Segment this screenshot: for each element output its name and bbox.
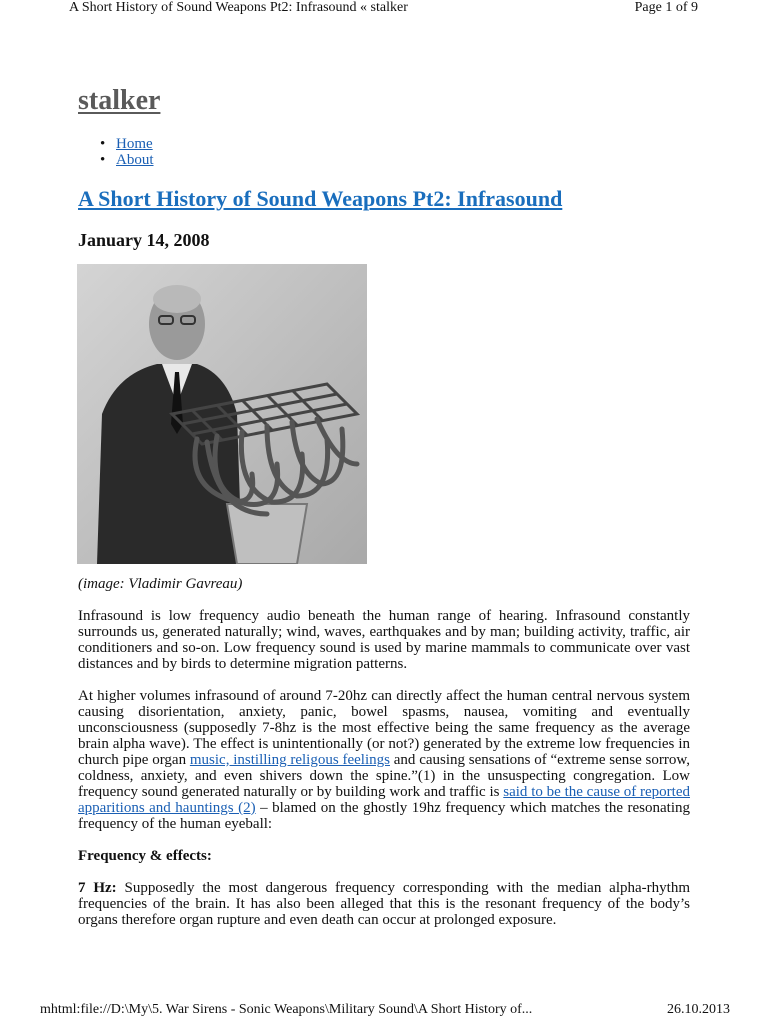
site-nav — [100, 136, 154, 168]
link-religious-feelings[interactable]: music, instilling religous feelings — [189, 752, 390, 768]
paragraph-7hz — [78, 880, 690, 928]
photo-illustration — [77, 264, 367, 564]
nav-item-home — [100, 136, 154, 152]
paragraph-effects — [78, 688, 690, 832]
nav-item-about — [100, 152, 154, 168]
site-title[interactable]: stalker — [78, 85, 161, 116]
print-header — [0, 0, 768, 22]
post-date: January 14, 2008 — [78, 230, 210, 250]
text-7hz: Supposedly the most dangerous frequency corresponding with the median alpha-rhythm frequencies of the brain. It has also been alleged that this is the resonant frequency of the body’s organs therefore organ rupture and even death can occur at prolonged exposure. — [78, 880, 690, 928]
photo-caption: (image: Vladimir Gavreau) — [78, 576, 243, 592]
frequency-heading: Frequency & effects: — [78, 848, 212, 864]
post-photo — [77, 264, 367, 564]
paragraph-effects-text-a: At higher volumes infrasound of around 7-20hz can directly affect the human central nervous system causing disorientation, anxiety, panic, bowel spasms, nausea, vomiting and eventually unconsciousness (supposedly 7-8hz is the most effective being the same frequency as the average brain alpha wave). The effect is unintentionally (or not?) generated by the extreme low frequencies in church pipe organ — [78, 688, 690, 768]
print-footer-path: mhtml:file://D:\My\5. War Sirens - Sonic Weapons\Military Sound\A Short History of... — [40, 1002, 533, 1017]
nav-link-about[interactable]: About — [116, 152, 154, 168]
print-footer-date: 26.10.2013 — [667, 1002, 730, 1017]
print-header-title: A Short History of Sound Weapons Pt2: Infrasound « stalker — [69, 0, 408, 15]
link-apparitions[interactable]: said to be the cause of reported apparitions and hauntings (2) — [78, 784, 690, 816]
label-7hz: 7 Hz: — [78, 880, 117, 896]
paragraph-effects-text-c: – blamed on the ghostly 19hz frequency which matches the resonating frequency of the human eyeball: — [78, 800, 690, 832]
post-title[interactable]: A Short History of Sound Weapons Pt2: Infrasound — [78, 186, 563, 211]
nav-link-home[interactable]: Home — [116, 136, 153, 152]
paragraph-effects-text-b: and causing sensations of “extreme sense sorrow, coldness, anxiety, and even shivers down the spine.”(1) in the unsuspecting congregation. Low frequency sound generated naturally or by building work and traffic is — [78, 752, 690, 800]
paragraph-intro: Infrasound is low frequency audio beneath the human range of hearing. Infrasound constantly surrounds us, generated naturally; wind, waves, earthquakes and by man; building activity, traffic, air conditioners and so-on. Low frequency sound is used by marine mammals to communicate over vast distances and by birds to determine migration patterns. — [78, 608, 690, 672]
print-header-page: Page 1 of 9 — [634, 0, 698, 15]
post-content — [78, 608, 690, 944]
